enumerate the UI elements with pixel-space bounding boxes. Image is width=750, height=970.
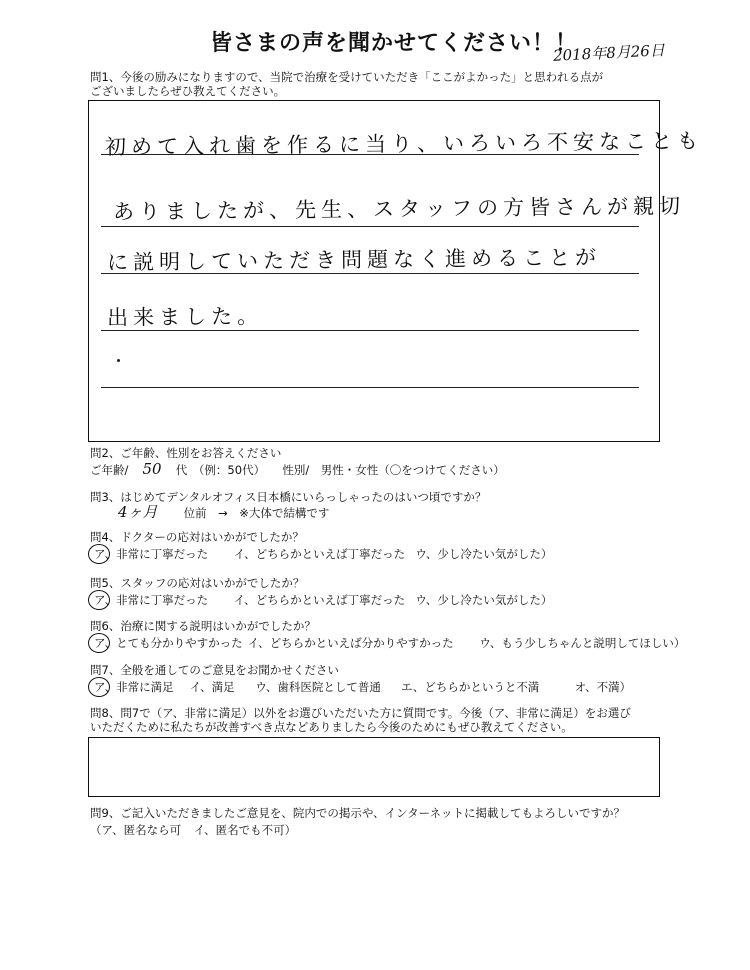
q5-question: 問5、スタッフの応対はいかがでしたか？ xyxy=(90,576,305,590)
q5-option-u[interactable]: ウ、少し冷たい気がした） xyxy=(415,593,553,607)
q3-answer-row xyxy=(118,505,329,520)
q6-option-i[interactable]: イ、どちらかといえば分かりやすかった xyxy=(247,636,454,650)
q8-question-line1: 問8、問7で（ア、非常に満足）以外をお選びいただいた方に質問です。今後（ア、非常に満足）をお選び xyxy=(90,706,631,720)
age-label: ご年齢/ xyxy=(90,463,129,477)
answer-line-1: 初めて入れ歯を作るに当り、いろいろ不安なことも xyxy=(104,128,704,160)
q6-option-a[interactable]: ア、とても分かりやすかった xyxy=(94,636,243,650)
q6-question: 問6、治療に関する説明はいかがでしたか？ xyxy=(90,619,316,633)
q7-option-u[interactable]: ウ、歯科医院として普通 xyxy=(255,680,381,694)
q6-selection-circle xyxy=(88,633,110,653)
date-handwritten: 2018年8月26日 xyxy=(552,41,666,65)
q6-option-u[interactable]: ウ、もう少しちゃんと説明してほしい） xyxy=(479,636,686,650)
q7-option-o[interactable]: オ、不満） xyxy=(574,680,632,694)
q7-question: 問7、全般を通してのご意見をお聞かせください xyxy=(90,663,339,677)
q3-question: 問3、はじめてデンタルオフィス日本橋にいらっしゃったのはいつ頃ですか？ xyxy=(90,490,487,504)
q3-answer-value[interactable]: 4ヶ月 xyxy=(118,503,158,521)
q7-option-a[interactable]: ア、非常に満足 xyxy=(94,680,174,694)
q4-option-u[interactable]: ウ、少し冷たい気がした） xyxy=(415,547,553,561)
answer-line-3: に説明していただき問題なく進めることが xyxy=(106,245,602,275)
page-title: 皆さまの声を聞かせてください！！ xyxy=(210,31,579,56)
q9-options xyxy=(90,822,296,838)
answer-rule-2 xyxy=(101,226,639,227)
q4-option-i[interactable]: イ、どちらかといえば丁寧だった xyxy=(233,547,406,561)
q7-options xyxy=(94,679,631,695)
q1-question-line1: 問1、今後の励みになりますので、当院で治療を受けていただき「ここがよかった」と思われる点が xyxy=(90,70,604,84)
q3-answer-suffix: 位前 → ※大体で結構です xyxy=(183,506,330,520)
q9-question: 問9、ご記入いただきましたご意見を、院内での掲示や、インターネットに掲載してもよろしいですか？ xyxy=(90,806,626,820)
q5-option-a[interactable]: ア、非常に丁寧だった xyxy=(94,593,209,607)
q8-question-line2: いただくために私たちが改善すべき点などありましたら今後のためにもぜひ教えてください。 xyxy=(90,720,573,734)
answer-line-4: 出来ました。 xyxy=(106,304,264,330)
q5-option-i[interactable]: イ、どちらかといえば丁寧だった xyxy=(233,593,406,607)
q5-selection-circle xyxy=(88,590,110,610)
answer-line-2: ありましたが、先生、スタッフの方皆さんが親切 xyxy=(112,194,686,224)
q4-options xyxy=(94,546,552,562)
age-value[interactable]: 50 xyxy=(142,460,162,478)
q1-answer-box[interactable] xyxy=(88,100,704,442)
answer-rule-5 xyxy=(101,387,639,388)
q2-answer-row xyxy=(90,462,505,477)
stray-dot xyxy=(117,359,120,362)
q7-selection-circle xyxy=(88,677,110,697)
q7-option-e[interactable]: エ、どちらかというと不満 xyxy=(400,680,540,694)
q9-option-i[interactable]: イ、匿名でも不可） xyxy=(193,823,297,837)
age-suffix: 代 （例：50代） 性別/ 男性・女性（〇をつけてください） xyxy=(175,463,505,477)
q5-options xyxy=(94,592,552,608)
q4-question: 問4、ドクターの応対はいかがでしたか？ xyxy=(90,530,304,544)
q6-options xyxy=(94,635,685,651)
q4-option-a[interactable]: ア、非常に丁寧だった xyxy=(94,547,209,561)
q7-option-i[interactable]: イ、満足 xyxy=(189,680,235,694)
q8-answer-box[interactable] xyxy=(88,737,660,797)
q2-question: 問2、ご年齢、性別をお答えください xyxy=(90,446,282,460)
q9-option-a[interactable]: （ア、匿名なら可 xyxy=(90,823,182,837)
q4-selection-circle xyxy=(88,544,110,564)
q1-question-line2: ございましたらぜひ教えてください。 xyxy=(90,84,286,98)
